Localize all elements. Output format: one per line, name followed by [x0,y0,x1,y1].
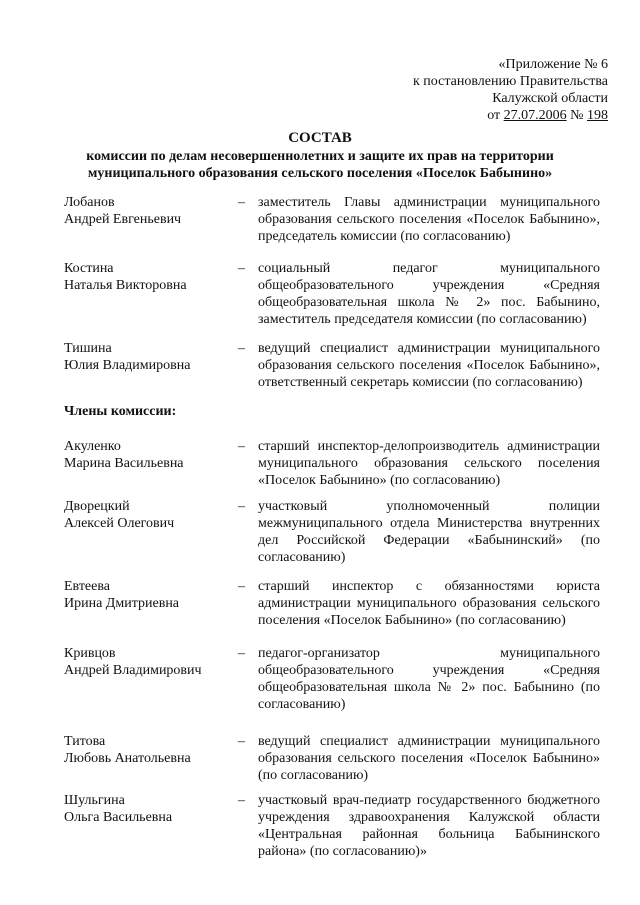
member-name [64,194,234,228]
member-role: старший инспектор с обязанностями юриста администрации муниципального образования сельского поселения «Поселок Бабынино» (по согласованию) [258,579,600,628]
dash: – [238,734,245,749]
dash: – [238,646,245,661]
member-given-names: Ирина Дмитриевна [64,596,180,611]
dash: – [238,579,245,594]
region-line: Калужской области [492,91,608,106]
member-given-names: Андрей Евгеньевич [64,212,182,227]
member-surname: Лобанов [64,195,115,210]
member-role: социальный педагог муниципального общеобразовательного учреждения «Средняя общеобразовательная школа № 2» пос. Бабынино, заместитель председателя комиссии (по согласованию) [258,261,600,327]
dash: – [238,341,245,356]
resolution-line: к постановлению Правительства [412,74,608,89]
member-given-names: Любовь Анатольевна [64,751,191,766]
dash: – [238,261,245,276]
member-surname: Акуленко [64,439,121,454]
member-surname: Евтеева [64,579,110,594]
member-surname: Титова [64,734,106,749]
appendix-line: «Приложение № 6 [498,57,608,72]
number-separator: № [566,108,587,123]
member-surname: Костина [64,261,114,276]
member-given-names: Марина Васильевна [64,456,184,471]
date-number-line [413,107,608,124]
document-title: СОСТАВ [288,130,352,146]
member-name [64,645,234,679]
member-role: участковый врач-педиатр государственного бюджетного учреждения здравоохранения Калужской области «Центральная районная больница Бабынинского района» (по согласованию)» [258,793,600,859]
document-subtitle-2: муниципального образования сельского поселения «Поселок Бабынино» [87,166,553,181]
appendix-header [413,56,608,124]
member-name [64,498,234,532]
resolution-date: 27.07.2006 [503,108,567,123]
member-role: заместитель Главы администрации муниципального образования сельского поселения «Поселок Бабынино», председатель комиссии (по согласованию) [258,195,600,244]
member-given-names: Юлия Владимировна [64,358,191,373]
member-role: ведущий специалист администрации муниципального образования сельского поселения «Поселок Бабынино» (по согласованию) [258,734,600,783]
member-given-names: Алексей Олегович [64,516,175,531]
dash: – [238,793,245,808]
member-role: старший инспектор-делопроизводитель администрации муниципального образования сельского поселения «Поселок Бабынино» (по согласованию) [258,439,600,488]
member-name [64,578,234,612]
member-role: ведущий специалист администрации муниципального образования сельского поселения «Поселок Бабынино», ответственный секретарь комиссии (по согласованию) [258,341,600,390]
member-role: участковый уполномоченный полиции межмуниципального отдела Министерства внутренних дел Российской Федерации «Бабынинский» (по согласованию) [258,499,600,565]
member-given-names: Ольга Васильевна [64,810,173,825]
member-surname: Кривцов [64,646,116,661]
member-role: педагог-организатор муниципального общеобразовательного учреждения «Средняя общеобразовательная школа № 2» пос. Бабынино (по согласованию) [258,646,600,712]
dash: – [238,195,245,210]
dash: – [238,439,245,454]
member-given-names: Наталья Викторовна [64,278,187,293]
document-subtitle-1: комиссии по делам несовершеннолетних и защите их прав на территории [86,149,554,164]
date-prefix: от [487,108,504,123]
member-surname: Шульгина [64,793,125,808]
member-name [64,260,234,294]
member-name [64,733,234,767]
member-name [64,792,234,826]
member-given-names: Андрей Владимирович [64,663,202,678]
member-name [64,340,234,374]
member-name [64,438,234,472]
members-heading: Члены комиссии: [64,404,177,419]
resolution-number: 198 [587,108,608,123]
dash: – [238,499,245,514]
member-surname: Тишина [64,341,112,356]
member-surname: Дворецкий [64,499,130,514]
